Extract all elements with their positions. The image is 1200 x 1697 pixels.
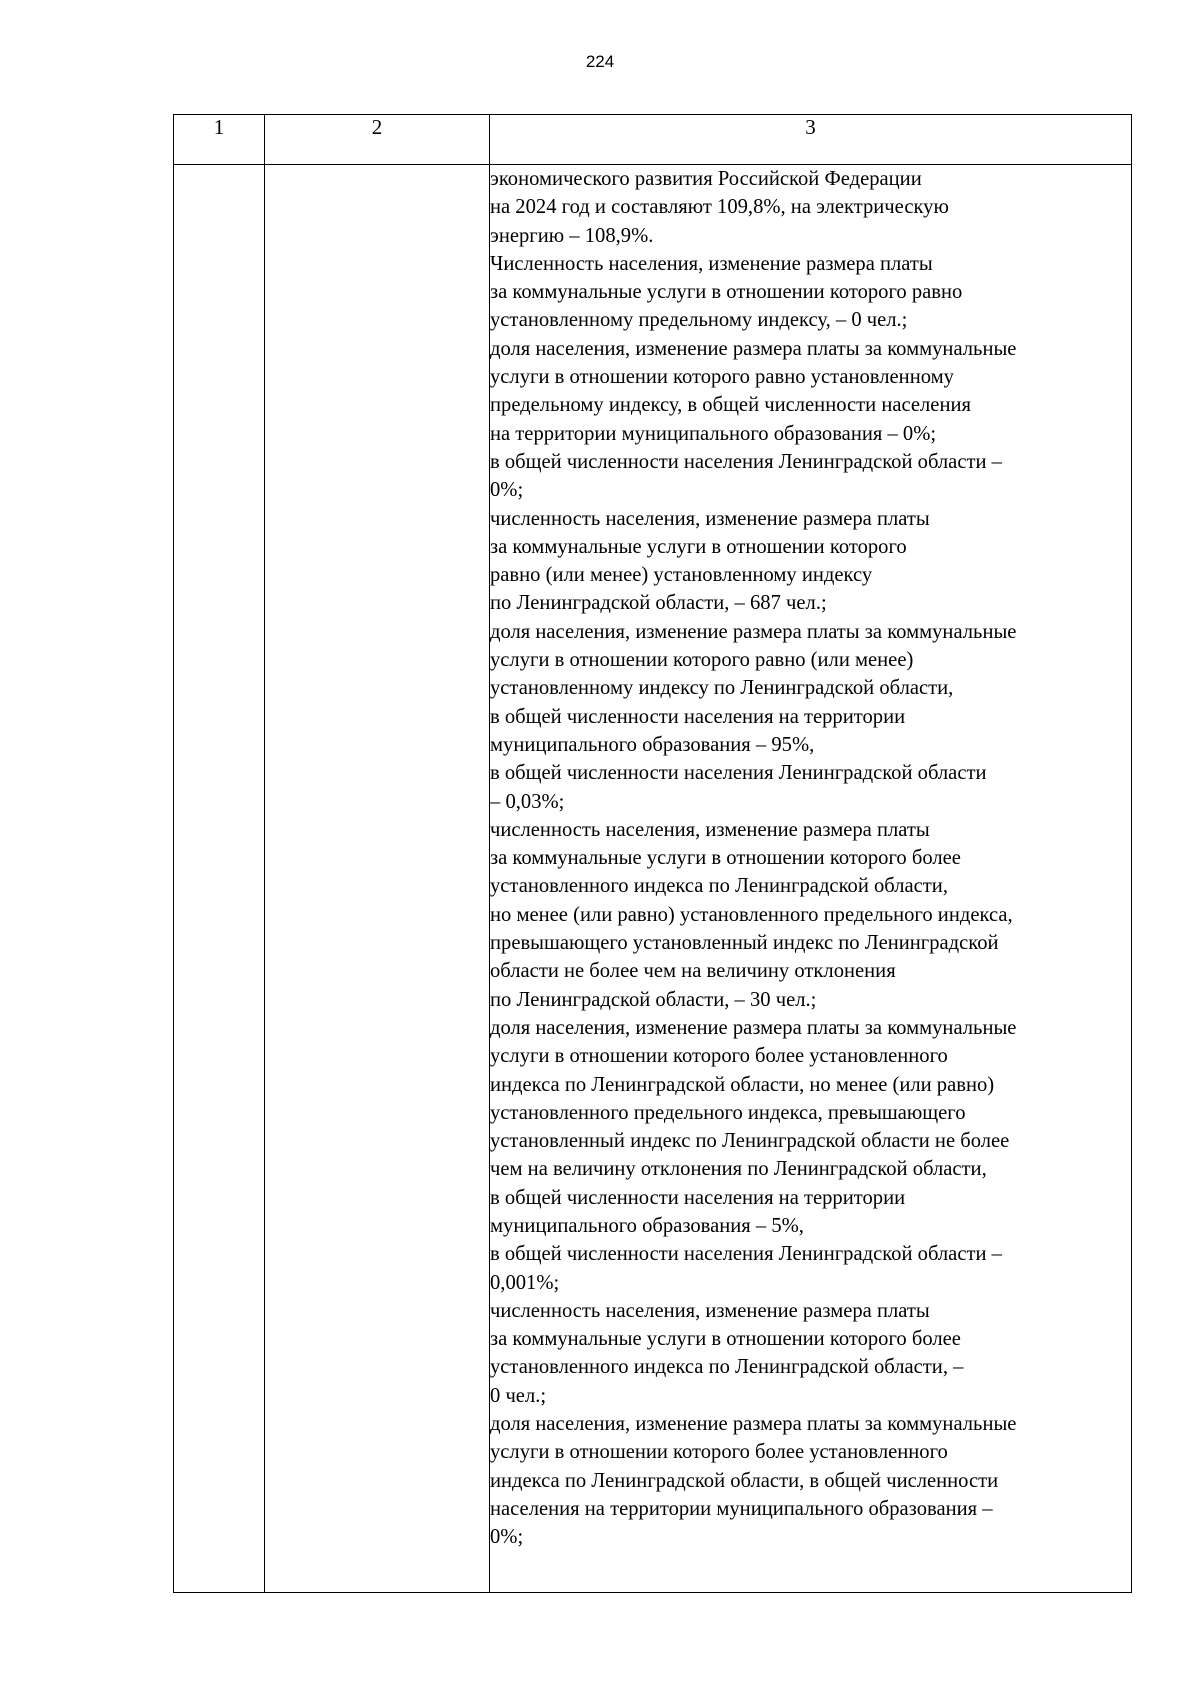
cell-text-line: за коммунальные услуги в отношении которого равно (490, 281, 963, 304)
cell-text-line: установленного индекса по Ленинградской области, – (490, 1356, 964, 1379)
cell-text-line: равно (или менее) установленному индексу (490, 564, 873, 587)
table-header-row (174, 115, 1132, 165)
cell-text-line: индекса по Ленинградской области, в общей численности (490, 1469, 999, 1492)
cell-text-line: индекса по Ленинградской области, но менее (или равно) (490, 1073, 995, 1096)
cell-text-line: но менее (или равно) установленного предельного индекса, (490, 903, 1013, 926)
cell-text-line: предельному индексу, в общей численности населения (490, 394, 971, 417)
cell-text-line: превышающего установленный индекс по Ленинградской (490, 932, 999, 955)
cell-text-line: энергию – 108,9%. (490, 224, 654, 247)
cell-text-line: за коммунальные услуги в отношении которого более (490, 1328, 961, 1351)
cell-text-line: 0 чел.; (490, 1384, 547, 1407)
cell-text-line: численность населения, изменение размера платы (490, 818, 930, 841)
document-table (173, 114, 1132, 1593)
cell-text-line: муниципального образования – 95%, (490, 733, 815, 756)
cell-text-line: области не более чем на величину отклонения (490, 960, 896, 983)
cell-text-line: установленному предельному индексу, – 0 чел.; (490, 309, 908, 332)
cell-text-line: по Ленинградской области, – 30 чел.; (490, 988, 817, 1011)
cell-text-line: Численность населения, изменение размера платы (490, 252, 933, 275)
cell-text-line: экономического развития Российской Федерации (490, 168, 922, 190)
cell-text-line: – 0,03%; (490, 790, 565, 813)
cell-text-line: установленного индекса по Ленинградской области, (490, 875, 948, 898)
column-header-1: 1 (174, 115, 265, 165)
table-cell-column-3 (490, 165, 1132, 1593)
cell-text-line: в общей численности населения Ленинградской области – (490, 1243, 1002, 1266)
cell-text-line: 0%; (490, 479, 524, 502)
cell-text-line: численность населения, изменение размера платы (490, 507, 930, 530)
cell-text-line: населения на территории муниципального образования – (490, 1497, 993, 1520)
cell-text-line: услуги в отношении которого равно (или менее) (490, 649, 914, 672)
cell-text-line: установленному индексу по Ленинградской области, (490, 677, 954, 700)
cell-text-line: доля населения, изменение размера платы за коммунальные (490, 337, 1017, 360)
cell-text-line: в общей численности населения Ленинградской области (490, 762, 987, 785)
cell-text-line: в общей численности населения на территории (490, 1186, 906, 1209)
cell-text-line: за коммунальные услуги в отношении которого (490, 535, 907, 558)
table-cell-column-2 (265, 165, 490, 1593)
cell-text-line: доля населения, изменение размера платы за коммунальные (490, 620, 1017, 643)
cell-text-line: чем на величину отклонения по Ленинградской области, (490, 1158, 987, 1181)
column-header-2: 2 (265, 115, 490, 165)
cell-text-line: на территории муниципального образования – 0%; (490, 422, 937, 445)
cell-text-line: доля населения, изменение размера платы за коммунальные (490, 1413, 1017, 1436)
cell-text-line: 0,001%; (490, 1271, 560, 1294)
cell-text-line: установленный индекс по Ленинградской области не более (490, 1130, 1010, 1153)
cell-text-line: в общей численности населения Ленинградской области – (490, 450, 1002, 473)
table-cell-column-1 (174, 165, 265, 1593)
cell-text-line: услуги в отношении которого более установленного (490, 1441, 948, 1464)
cell-text-line: услуги в отношении которого более установленного (490, 1045, 948, 1068)
cell-text-line: за коммунальные услуги в отношении которого более (490, 847, 961, 870)
cell-text-line: численность населения, изменение размера платы (490, 1299, 930, 1322)
cell-text-line: в общей численности населения на территории (490, 705, 906, 728)
cell-text-line: по Ленинградской области, – 687 чел.; (490, 592, 827, 615)
table-row (174, 165, 1132, 1593)
cell-text-line: доля населения, изменение размера платы за коммунальные (490, 1016, 1017, 1039)
cell-text-line: муниципального образования – 5%, (490, 1214, 804, 1237)
cell-text-line: на 2024 год и составляют 109,8%, на электрическую (490, 196, 949, 219)
page-number: 224 (585, 52, 615, 71)
cell-text-line: установленного предельного индекса, превышающего (490, 1101, 966, 1124)
cell-text-line: 0%; (490, 1526, 524, 1549)
column-header-3: 3 (490, 115, 1132, 165)
cell-text-line: услуги в отношении которого равно установленному (490, 366, 954, 389)
cell-text-block (490, 165, 1131, 1552)
